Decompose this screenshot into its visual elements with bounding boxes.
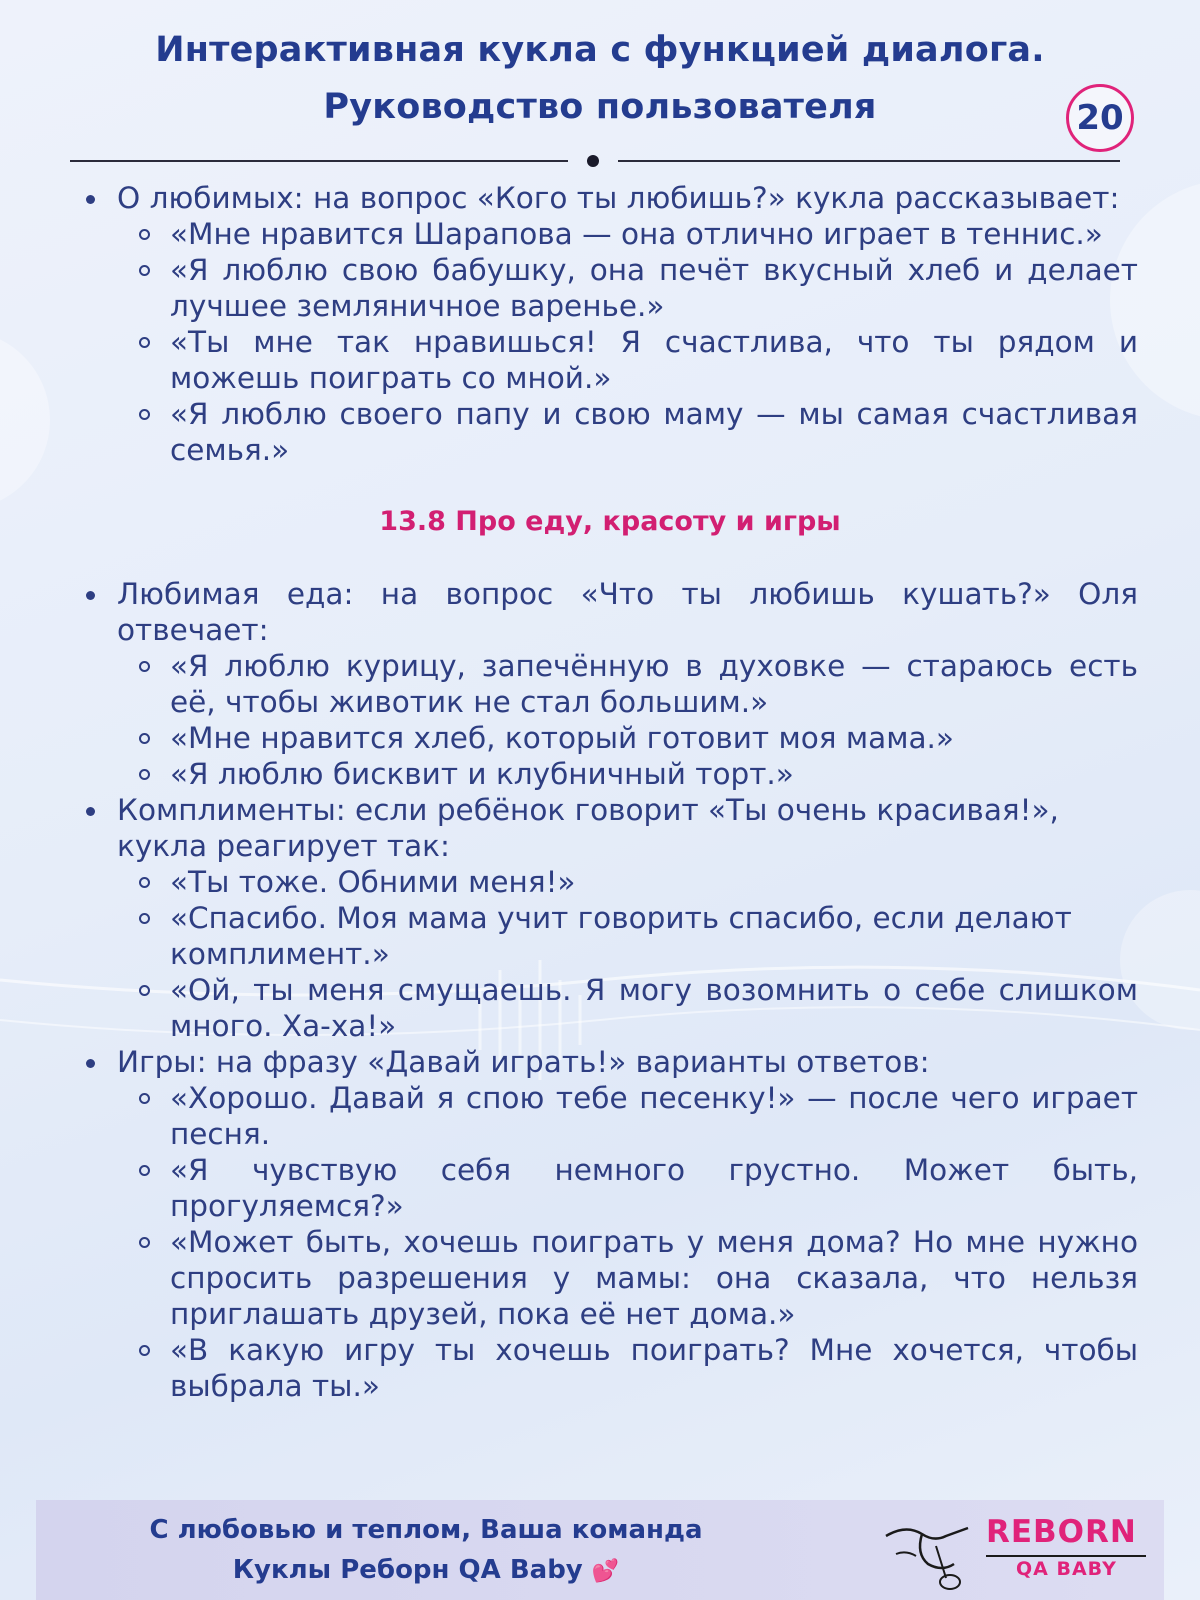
compliments-intro: Комплименты: если ребёнок говорит «Ты очень красивая!», кукла реагирует так: [117, 793, 1059, 863]
sub-list-item: «Я люблю курицу, запечённую в духовке — стараюсь есть её, чтобы животик не стал большим.» [117, 648, 1138, 720]
sub-list-item: «Ой, ты меня смущаешь. Я могу возомнить о себе слишком много. Ха-ха!» [117, 972, 1138, 1044]
sub-list-item: «Мне нравится Шарапова — она отлично играет в теннис.» [117, 216, 1138, 252]
brand-logo [876, 1506, 1156, 1596]
list-item-compliments [82, 792, 1138, 1044]
page-header [0, 22, 1200, 136]
list-item-games [82, 1044, 1138, 1404]
sub-list-item: «Может быть, хочешь поиграть у меня дома? Но мне нужно спросить разрешения у мамы: она сказала, что нельзя приглашать друзей, пока её нет дома.» [117, 1224, 1138, 1332]
sub-list-item: «Ты тоже. Обними меня!» [117, 864, 1138, 900]
heart-icon: 💕 [591, 1559, 620, 1584]
logo-qa-baby-text: QA BABY [1016, 1558, 1117, 1580]
list-item-loved [82, 180, 1138, 468]
list-item-food [82, 576, 1138, 792]
footer-line-1: С любовью и теплом, Ваша команда [149, 1515, 703, 1545]
sub-list-item: «Спасибо. Моя мама учит говорить спасибо, если делают комплимент.» [117, 900, 1138, 972]
sub-list-item: «Я люблю бисквит и клубничный торт.» [117, 756, 1138, 792]
footer-banner [36, 1500, 1164, 1600]
footer-line-2: Куклы Реборн QA Baby [232, 1555, 583, 1585]
stork-icon [876, 1506, 986, 1596]
sub-list-item: «В какую игру ты хочешь поиграть? Мне хочется, чтобы выбрала ты.» [117, 1332, 1138, 1404]
header-divider [70, 154, 1120, 168]
manual-content [82, 180, 1138, 1404]
sub-list-item: «Я люблю своего папу и свою маму — мы самая счастливая семья.» [117, 396, 1138, 468]
title-line-2: Руководство пользователя [323, 87, 877, 127]
logo-reborn-text: REBORN [986, 1514, 1137, 1550]
food-intro: Любимая еда: на вопрос «Что ты любишь кушать?» Оля отвечает: [117, 577, 1138, 647]
section-heading: 13.8 Про еду, красоту и игры [379, 506, 841, 537]
sub-list-item: «Мне нравится хлеб, который готовит моя мама.» [117, 720, 1138, 756]
sub-list-item: «Хорошо. Давай я спою тебе песенку!» — после чего играет песня. [117, 1080, 1138, 1152]
loved-intro: О любимых: на вопрос «Кого ты любишь?» кукла рассказывает: [117, 181, 1120, 215]
games-intro: Игры: на фразу «Давай играть!» варианты ответов: [117, 1045, 930, 1079]
logo-underline [986, 1555, 1146, 1557]
sub-list-item: «Ты мне так нравишься! Я счастлива, что ты рядом и можешь поиграть со мной.» [117, 324, 1138, 396]
title-line-1: Интерактивная кукла с функцией диалога. [155, 30, 1045, 70]
page-number-badge: 20 [1066, 84, 1134, 152]
sub-list-item: «Я люблю свою бабушку, она печёт вкусный хлеб и делает лучшее земляничное варенье.» [117, 252, 1138, 324]
footer-signature [36, 1510, 816, 1592]
sub-list-item: «Я чувствую себя немного грустно. Может быть, прогуляемся?» [117, 1152, 1138, 1224]
